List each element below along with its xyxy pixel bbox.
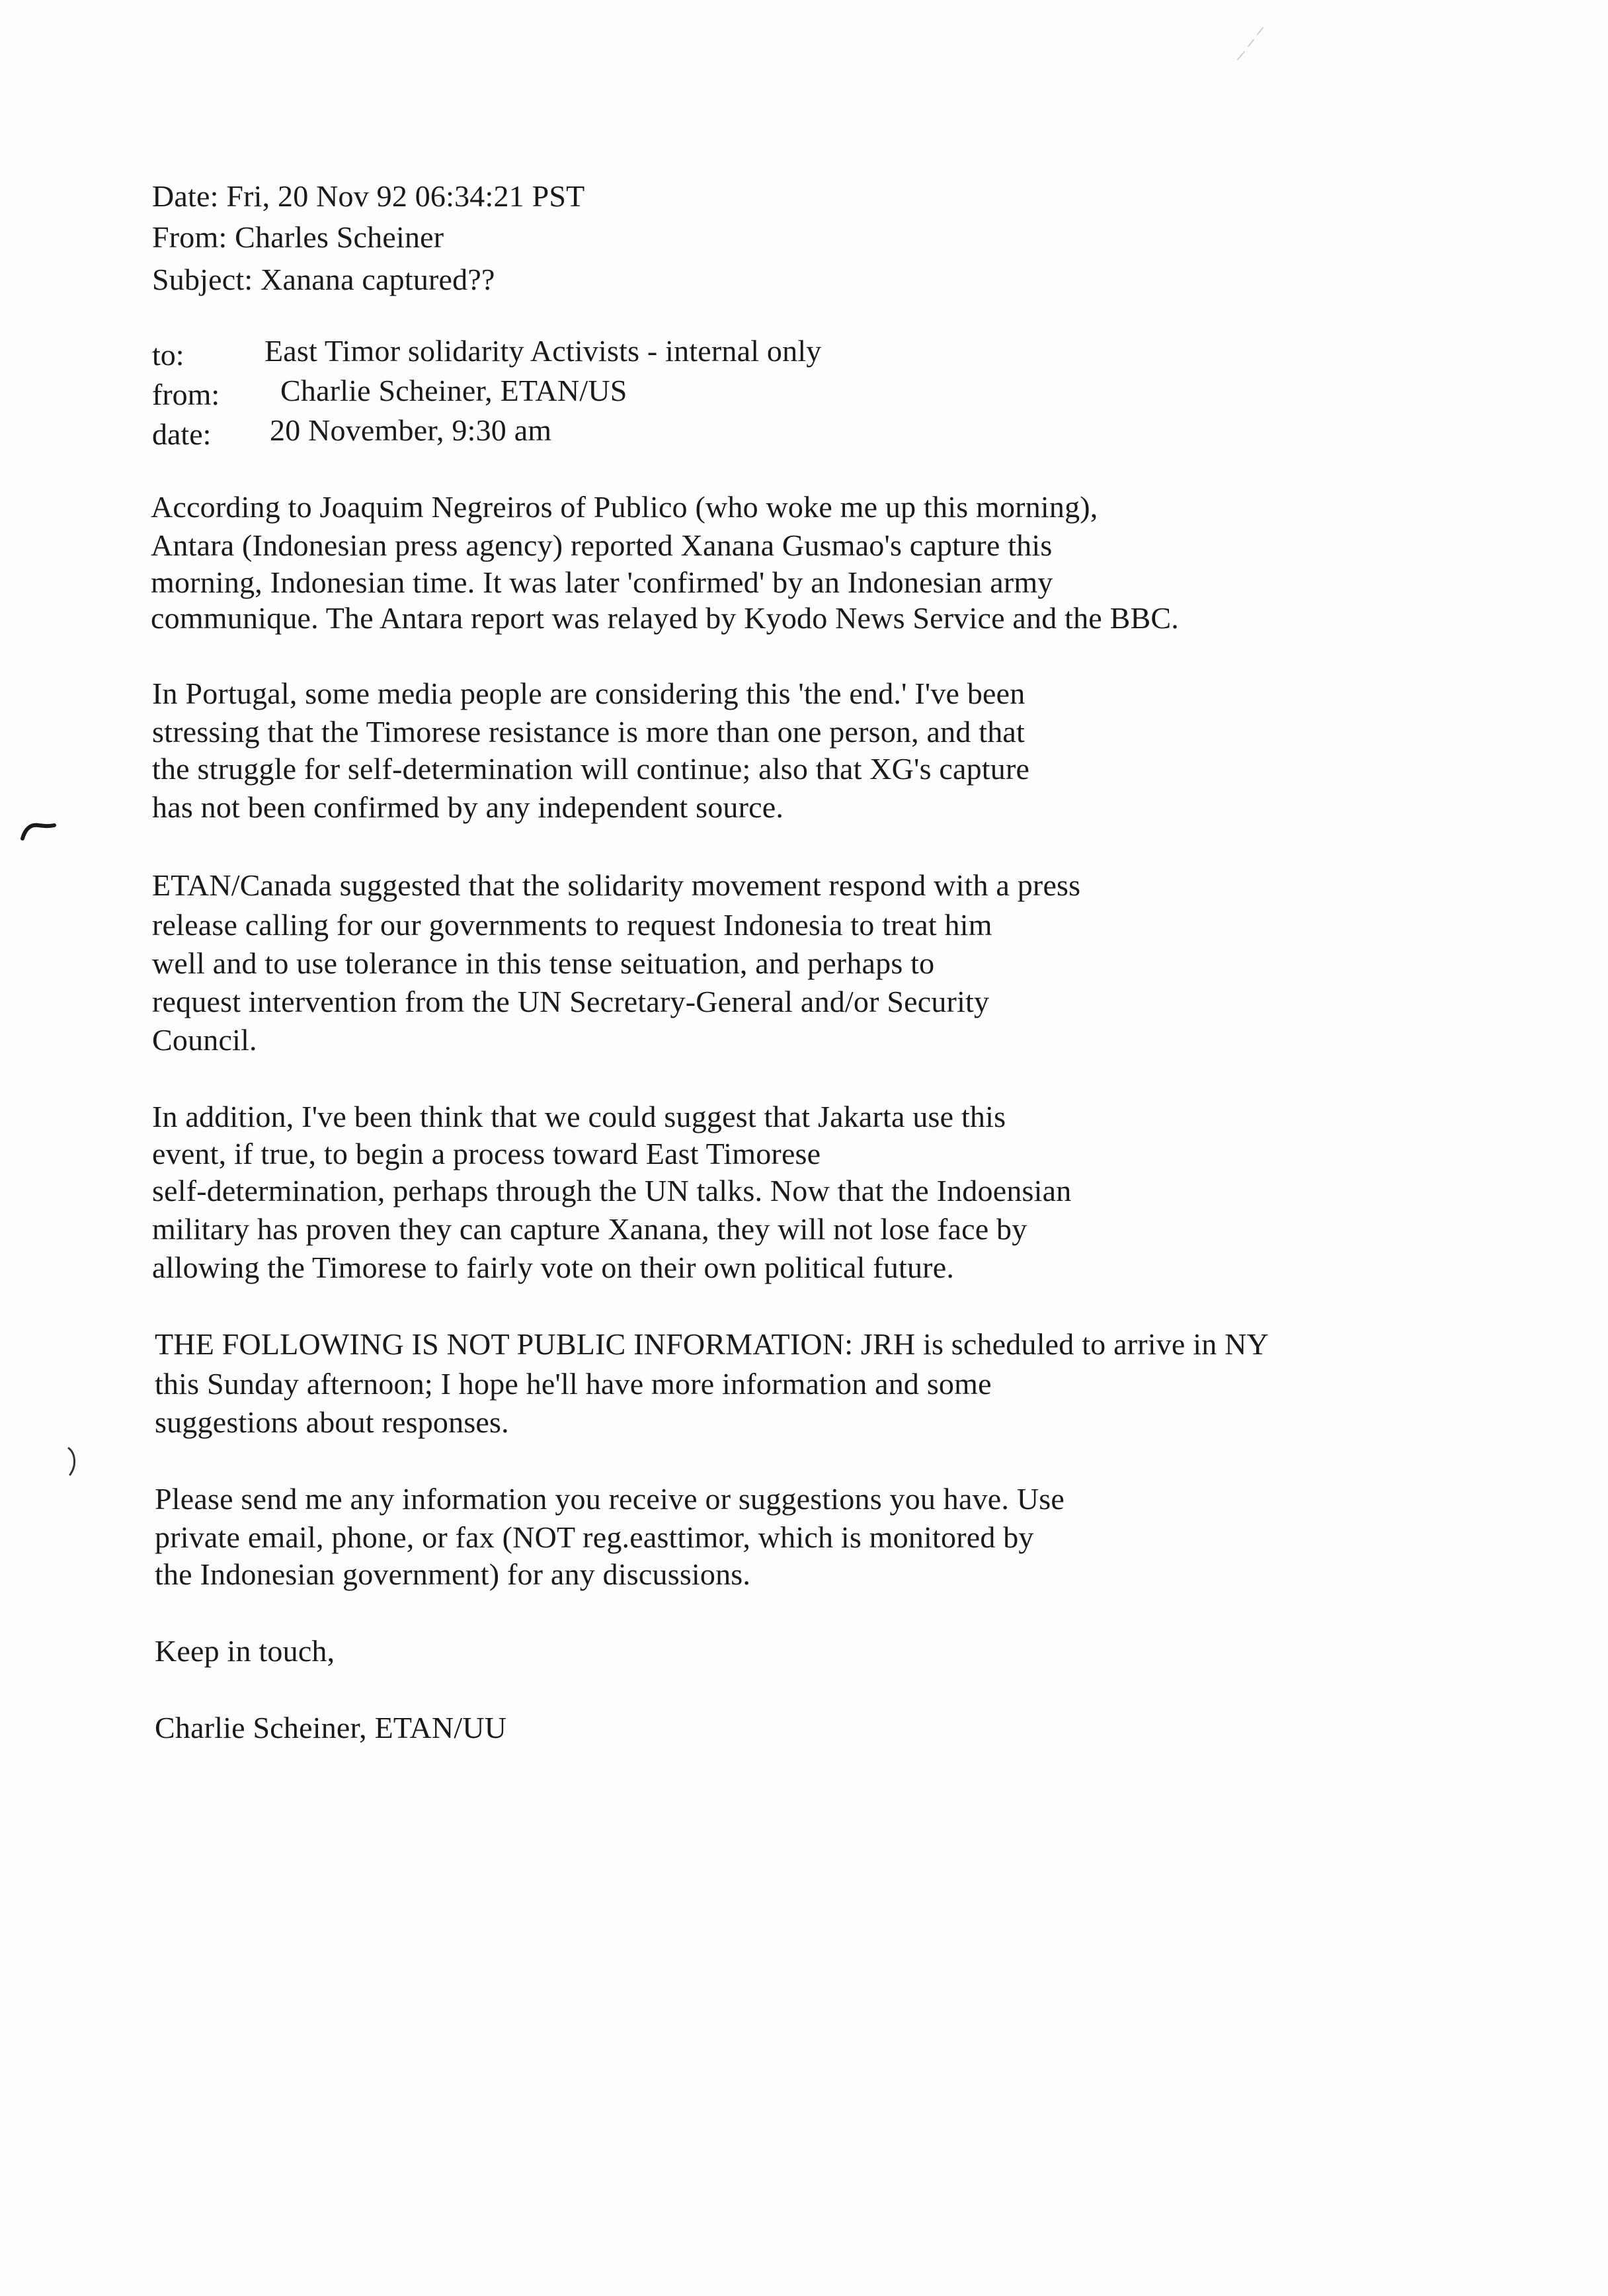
memo-date-label: date: [152, 417, 212, 451]
p4-line: In addition, I've been think that we could suggest that Jakarta use this [152, 1100, 1006, 1133]
p3-line: Council. [152, 1023, 257, 1057]
header-subject: Subject: Xanana captured?? [152, 263, 495, 296]
p6-line: the Indonesian government) for any discussions. [155, 1557, 751, 1591]
p3-line: well and to use tolerance in this tense seituation, and perhaps to [152, 946, 935, 980]
p4-line: allowing the Timorese to fairly vote on their own political future. [152, 1250, 955, 1284]
p2-line: has not been confirmed by any independent source. [152, 790, 784, 824]
p6-line: Please send me any information you receive or suggestions you have. Use [155, 1482, 1065, 1516]
p1-line: communique. The Antara report was relayed by Kyodo News Service and the BBC. [151, 601, 1179, 635]
p2-line: In Portugal, some media people are considering this 'the end.' I've been [152, 676, 1025, 710]
p6-line: private email, phone, or fax (NOT reg.easttimor, which is monitored by [155, 1520, 1034, 1554]
p4-line: self-determination, perhaps through the UN talks. Now that the Indoensian [152, 1174, 1072, 1208]
closing-line: Keep in touch, [155, 1634, 335, 1668]
signature-line: Charlie Scheiner, ETAN/UU [155, 1711, 507, 1744]
p2-line: stressing that the Timorese resistance is more than one person, and that [152, 715, 1025, 749]
p1-line: According to Joaquim Negreiros of Publico (who woke me up this morning), [151, 490, 1098, 524]
p5-line: THE FOLLOWING IS NOT PUBLIC INFORMATION: JRH is scheduled to arrive in NY [155, 1327, 1269, 1361]
scan-speck-mark [1231, 20, 1271, 66]
p1-line: morning, Indonesian time. It was later 'confirmed' by an Indonesian army [151, 565, 1053, 599]
margin-scribble-mark [19, 816, 58, 842]
memo-to-label: to: [152, 338, 184, 372]
memo-to-value: East Timor solidarity Activists - internal only [264, 334, 822, 368]
p4-line: event, if true, to begin a process toward East Timorese [152, 1137, 821, 1170]
header-date: Date: Fri, 20 Nov 92 06:34:21 PST [152, 179, 585, 213]
p3-line: release calling for our governments to request Indonesia to treat him [152, 908, 992, 942]
margin-bracket-mark [63, 1446, 83, 1479]
p1-line: Antara (Indonesian press agency) reported Xanana Gusmao's capture this [151, 528, 1053, 562]
memo-from-label: from: [152, 378, 220, 411]
memo-date-value: 20 November, 9:30 am [270, 413, 552, 447]
p5-line: this Sunday afternoon; I hope he'll have more information and some [155, 1367, 992, 1401]
memo-from-value: Charlie Scheiner, ETAN/US [280, 374, 627, 407]
p2-line: the struggle for self-determination will continue; also that XG's capture [152, 752, 1030, 786]
p3-line: request intervention from the UN Secretary-General and/or Security [152, 985, 990, 1018]
p4-line: military has proven they can capture Xanana, they will not lose face by [152, 1212, 1027, 1246]
header-from: From: Charles Scheiner [152, 220, 444, 254]
p3-line: ETAN/Canada suggested that the solidarity movement respond with a press [152, 868, 1081, 902]
p5-line: suggestions about responses. [155, 1405, 509, 1439]
